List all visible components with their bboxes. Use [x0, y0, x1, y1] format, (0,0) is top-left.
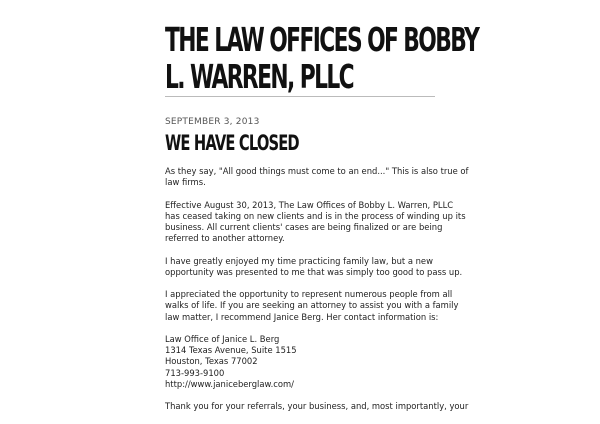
- site-title-line-2: L. WARREN, PLLC: [165, 57, 354, 96]
- text-line: business. All current clients' cases are being finalized or are being: [165, 222, 443, 232]
- paragraph-new-opportunity: [165, 255, 463, 278]
- text-line: opportunity was presented to me that was simply too good to pass up.: [165, 266, 463, 277]
- site-title-line-1: THE LAW OFFICES OF BOBBY: [165, 20, 479, 59]
- contact-city: Houston, Texas 77002: [165, 356, 258, 367]
- header-divider: [165, 96, 435, 97]
- text-line: Effective August 30, 2013, The Law Offices of Bobby L. Warren, PLLC: [165, 199, 454, 210]
- contact-block: [165, 334, 440, 390]
- post-body: [165, 166, 469, 424]
- contact-name: Law Office of Janice L. Berg: [165, 333, 280, 344]
- text-line: law matter, I recommend Janice Berg. Her contact information is:: [165, 311, 439, 322]
- text-line: I appreciated the opportunity to represent numerous people from all: [165, 289, 453, 300]
- contact-street: 1314 Texas Avenue, Suite 1515: [165, 345, 297, 356]
- page-content: [165, 0, 479, 412]
- paragraph-recommendation: [165, 289, 459, 323]
- post-title[interactable]: WE HAVE CLOSED: [165, 131, 299, 155]
- contact-phone: 713-993-9100: [165, 367, 225, 378]
- text-line: referred to another attorney.: [165, 233, 285, 244]
- paragraph-closing-notice: [165, 199, 466, 245]
- text-line: law firms.: [165, 177, 206, 188]
- paragraph-intro: [165, 166, 469, 188]
- site-title[interactable]: [165, 0, 479, 96]
- text-line: Thank you for your referrals, your business, and, most importantly, your: [165, 401, 469, 412]
- contact-website-link[interactable]: http://www.janiceberglaw.com/: [165, 378, 294, 389]
- text-line: As they say, "All good things must come to an end..." This is also true of: [165, 166, 469, 176]
- paragraph-thanks: [165, 401, 469, 412]
- text-line: walks of life. If you are seeking an attorney to assist you with a family: [165, 300, 459, 311]
- post-date[interactable]: SEPTEMBER 3, 2013: [165, 117, 260, 127]
- text-line: has ceased taking on new clients and is in the process of winding up its: [165, 210, 466, 221]
- text-line: I have greatly enjoyed my time practicing family law, but a new: [165, 255, 433, 266]
